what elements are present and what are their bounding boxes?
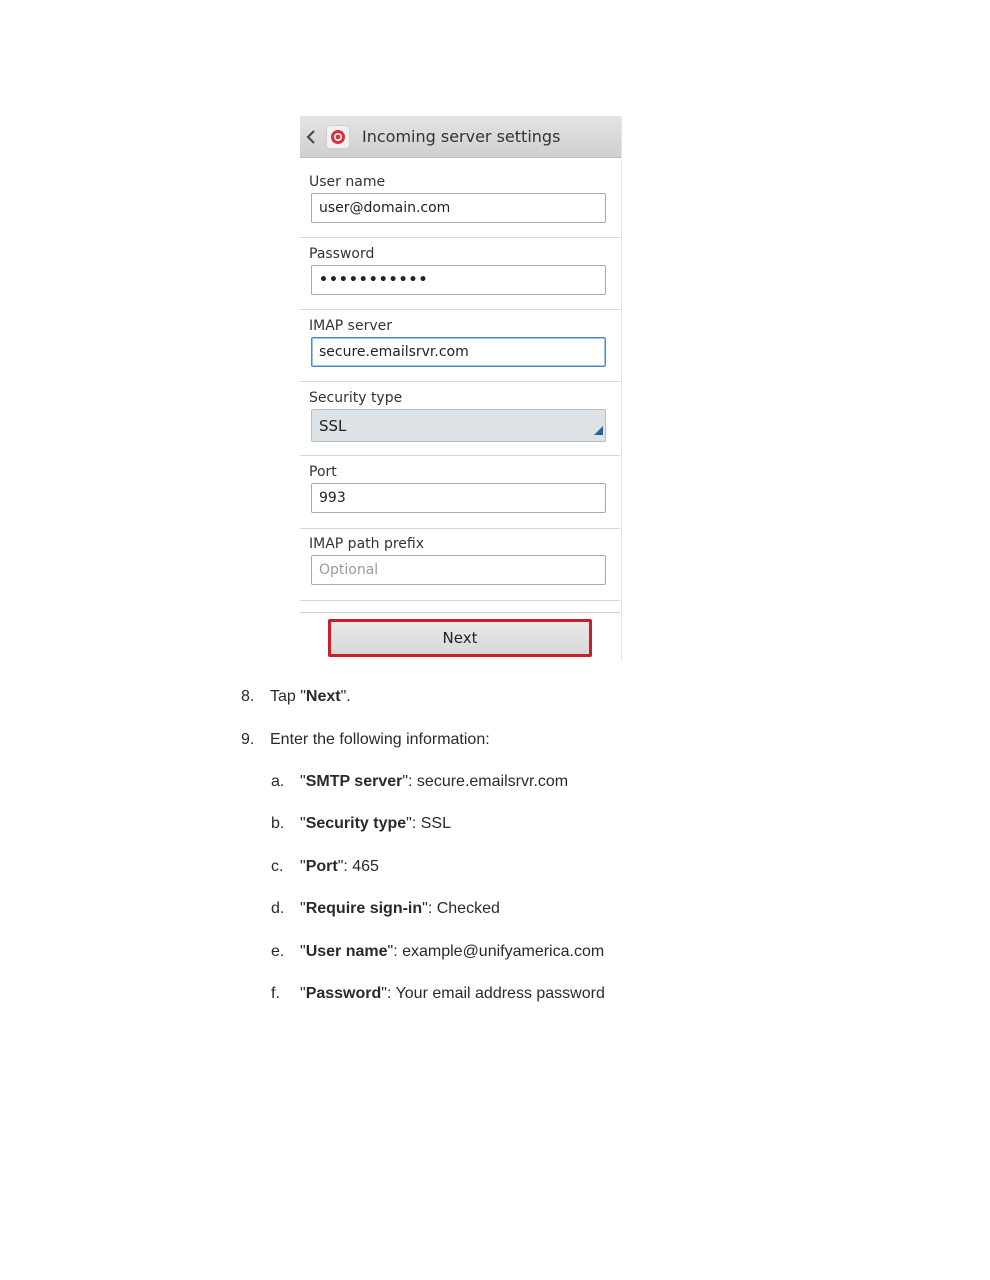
substep-letter: a. bbox=[271, 773, 285, 790]
next-button[interactable]: Next bbox=[328, 619, 592, 657]
imap-path-prefix-label: IMAP path prefix bbox=[309, 536, 425, 552]
dropdown-corner-icon bbox=[594, 421, 603, 439]
substep-letter: e. bbox=[271, 943, 285, 960]
substep-text: "Password": Your email address password bbox=[300, 985, 605, 1002]
security-type-select[interactable] bbox=[311, 409, 606, 442]
security-type-section bbox=[300, 382, 620, 456]
password-section bbox=[300, 238, 620, 310]
substep-letter: b. bbox=[271, 815, 285, 832]
substep-letter: d. bbox=[271, 900, 285, 917]
imap-path-prefix-section bbox=[300, 529, 620, 601]
divider bbox=[300, 612, 620, 613]
substep-letter: c. bbox=[271, 858, 284, 875]
imap-server-label: IMAP server bbox=[309, 318, 392, 334]
password-input[interactable]: ••••••••••• bbox=[311, 265, 606, 295]
substep-letter: f. bbox=[271, 985, 280, 1002]
port-label: Port bbox=[309, 464, 337, 480]
username-label: User name bbox=[309, 174, 386, 190]
password-label: Password bbox=[309, 246, 375, 262]
app-bar bbox=[300, 116, 621, 158]
imap-path-prefix-input[interactable] bbox=[311, 555, 606, 585]
security-type-label: Security type bbox=[309, 390, 403, 406]
chevron-left-icon[interactable] bbox=[306, 130, 320, 144]
substep-text: "Require sign-in": Checked bbox=[300, 900, 500, 917]
substep-text: "SMTP server": secure.emailsrvr.com bbox=[300, 773, 569, 790]
imap-server-input[interactable]: secure.emailsrvr.com bbox=[311, 337, 606, 367]
username-input[interactable]: user@domain.com bbox=[311, 193, 606, 223]
page-title: Incoming server settings bbox=[362, 127, 561, 146]
substep-text: "User name": example@unifyamerica.com bbox=[300, 943, 605, 960]
port-input[interactable]: 993 bbox=[311, 483, 606, 513]
email-app-icon bbox=[326, 125, 350, 149]
port-section bbox=[300, 456, 620, 529]
phone-screenshot bbox=[300, 116, 622, 661]
username-section bbox=[300, 158, 620, 238]
imap-server-section bbox=[300, 310, 620, 382]
imap-path-prefix-placeholder: Optional bbox=[319, 562, 379, 578]
step-text: Tap "Next". bbox=[270, 688, 351, 705]
substep-text: "Port": 465 bbox=[300, 858, 379, 875]
substep-text: "Security type": SSL bbox=[300, 815, 451, 832]
security-type-value: SSL bbox=[319, 416, 347, 435]
step-number: 9. bbox=[241, 731, 255, 748]
step-number: 8. bbox=[241, 688, 255, 705]
step-text: Enter the following information: bbox=[270, 731, 490, 748]
step-bold: Next bbox=[305, 688, 341, 705]
